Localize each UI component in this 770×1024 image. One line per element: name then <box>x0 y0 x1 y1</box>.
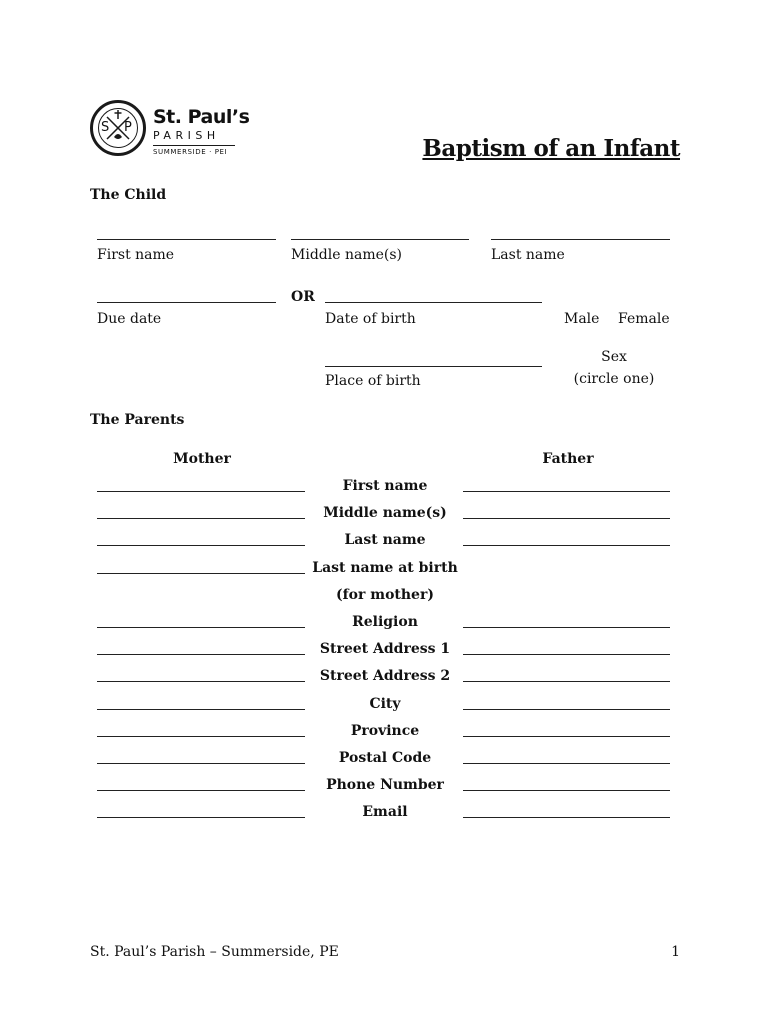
parent-field-label: Phone Number <box>326 777 444 793</box>
seal-letter-s: S <box>101 120 110 135</box>
child-first-name-field[interactable] <box>97 239 276 240</box>
circle-one-note: (circle one) <box>573 371 655 387</box>
father-field-line[interactable] <box>463 518 670 519</box>
sex-option-female[interactable]: Female <box>618 311 670 327</box>
father-field-line[interactable] <box>463 736 670 737</box>
logo-parish-word: PARISH <box>153 129 220 142</box>
page-number: 1 <box>671 944 680 960</box>
sex-option-male[interactable]: Male <box>564 311 600 327</box>
parent-field-label: Street Address 1 <box>319 641 451 657</box>
mother-field-line[interactable] <box>97 545 305 546</box>
father-field-line[interactable] <box>463 790 670 791</box>
parents-section-heading: The Parents <box>90 412 185 428</box>
parent-field-label: City <box>369 696 401 712</box>
seal-letter-p: P <box>124 120 132 135</box>
parent-field-label: Street Address 2 <box>319 668 451 684</box>
child-middle-name-label: Middle name(s) <box>291 247 402 263</box>
parish-logo <box>90 100 250 162</box>
sex-label: Sex <box>601 349 627 365</box>
father-field-line[interactable] <box>463 709 670 710</box>
logo-place: SUMMERSIDE · PEI <box>153 148 228 156</box>
mother-field-line[interactable] <box>97 763 305 764</box>
date-of-birth-label: Date of birth <box>325 311 416 327</box>
due-date-label: Due date <box>97 311 162 327</box>
mother-column-heading: Mother <box>173 451 231 467</box>
father-field-line[interactable] <box>463 491 670 492</box>
due-date-field[interactable] <box>97 302 276 303</box>
child-last-name-field[interactable] <box>491 239 670 240</box>
footer-parish: St. Paul’s Parish – Summerside, PE <box>90 944 339 960</box>
mother-field-line[interactable] <box>97 817 305 818</box>
child-section-heading: The Child <box>90 187 167 203</box>
date-of-birth-field[interactable] <box>325 302 542 303</box>
mother-field-line[interactable] <box>97 491 305 492</box>
parent-field-label: Middle name(s) <box>323 505 447 521</box>
mother-field-line[interactable] <box>97 518 305 519</box>
child-middle-name-field[interactable] <box>291 239 469 240</box>
father-field-line[interactable] <box>463 817 670 818</box>
child-first-name-label: First name <box>97 247 175 263</box>
mother-field-line[interactable] <box>97 627 305 628</box>
father-field-line[interactable] <box>463 627 670 628</box>
child-last-name-label: Last name <box>491 247 565 263</box>
mother-field-line[interactable] <box>97 736 305 737</box>
parent-field-label: First name <box>342 478 428 494</box>
parent-field-label: Religion <box>352 614 418 630</box>
place-of-birth-field[interactable] <box>325 366 542 367</box>
parent-field-label: Province <box>350 723 420 739</box>
place-of-birth-label: Place of birth <box>325 373 421 389</box>
father-column-heading: Father <box>542 451 594 467</box>
father-field-line[interactable] <box>463 681 670 682</box>
parent-field-label: Postal Code <box>338 750 432 766</box>
mother-field-line[interactable] <box>97 654 305 655</box>
logo-name: St. Paul’s <box>153 106 250 128</box>
father-field-line[interactable] <box>463 654 670 655</box>
mother-field-line[interactable] <box>97 573 305 574</box>
father-field-line[interactable] <box>463 763 670 764</box>
parent-field-label: Email <box>362 804 408 820</box>
parish-seal <box>90 100 146 156</box>
document-title: Baptism of an Infant <box>422 135 680 162</box>
mother-field-line[interactable] <box>97 681 305 682</box>
parent-field-label: Last name <box>344 532 426 548</box>
mother-field-line[interactable] <box>97 709 305 710</box>
or-label: OR <box>291 289 315 305</box>
parent-field-label: Last name at birth <box>312 560 458 576</box>
parent-field-label: (for mother) <box>336 587 434 603</box>
mother-field-line[interactable] <box>97 790 305 791</box>
father-field-line[interactable] <box>463 545 670 546</box>
